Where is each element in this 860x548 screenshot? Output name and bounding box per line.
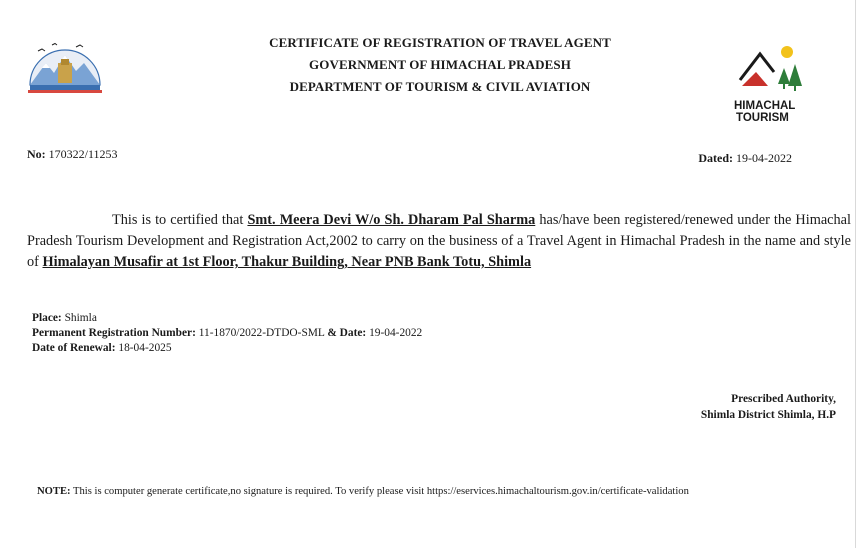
government-name: GOVERNMENT OF HIMACHAL PRADESH — [309, 57, 571, 72]
verification-note — [37, 486, 689, 497]
registration-number-label: Permanent Registration Number: — [32, 327, 196, 339]
authority-title: Prescribed Authority, — [731, 393, 836, 405]
himachal-tourism-logo — [734, 42, 820, 122]
certificate-number — [27, 147, 118, 162]
logo-text-tourism: TOURISM — [736, 112, 789, 124]
scan-edge-line — [855, 0, 856, 548]
certificate-date-label: Dated: — [698, 151, 733, 165]
certificate-title: CERTIFICATE OF REGISTRATION OF TRAVEL AGENT — [269, 35, 611, 50]
certificate-date-value: 19-04-2022 — [736, 151, 792, 165]
body-intro: This is to certified that — [112, 212, 244, 228]
registration-details — [32, 311, 422, 356]
registration-number-row — [32, 326, 422, 341]
holder-name: Smt. Meera Devi W/o Sh. Dharam Pal Sharma — [247, 212, 536, 228]
firm-name-address: Himalayan Musafir at 1st Floor, Thakur Building, Near PNB Bank Totu, Shimla — [42, 254, 532, 270]
renewal-row — [32, 341, 422, 356]
note-label: NOTE: — [37, 486, 71, 497]
renewal-label: Date of Renewal: — [32, 342, 116, 354]
place-label: Place: — [32, 312, 62, 324]
note-text: This is computer generate certificate,no signature is required. To verify please visit https://eservices.himachaltourism.gov.in/certificate-validation — [73, 486, 689, 497]
certificate-number-value: 170322/11253 — [48, 147, 118, 161]
department-name: DEPARTMENT OF TOURISM & CIVIL AVIATION — [289, 79, 591, 94]
mountain-logo-icon — [734, 42, 820, 94]
certificate-header — [230, 32, 650, 98]
body-main: has/have been registered/renewed under the Himachal Pradesh Tourism Development and Registration Act,2002 to carry on the business of a Travel Agent in Himachal Pradesh in the name and style of — [27, 212, 851, 270]
authority-location: Shimla District Shimla, H.P — [700, 409, 836, 421]
registration-date-value: 19-04-2022 — [369, 327, 423, 339]
logo-text-himachal: HIMACHAL — [734, 100, 796, 112]
registration-date-label: & Date: — [327, 327, 367, 339]
place-row — [32, 311, 422, 326]
prescribed-authority — [701, 391, 836, 423]
registration-number-value: 11-1870/2022-DTDO-SML — [198, 327, 325, 339]
renewal-date-value: 18-04-2025 — [118, 342, 172, 354]
place-value: Shimla — [64, 312, 97, 324]
certificate-date — [698, 151, 792, 166]
state-emblem-icon — [24, 33, 106, 95]
certificate-number-label: No: — [27, 147, 46, 161]
certificate-body — [27, 210, 851, 273]
